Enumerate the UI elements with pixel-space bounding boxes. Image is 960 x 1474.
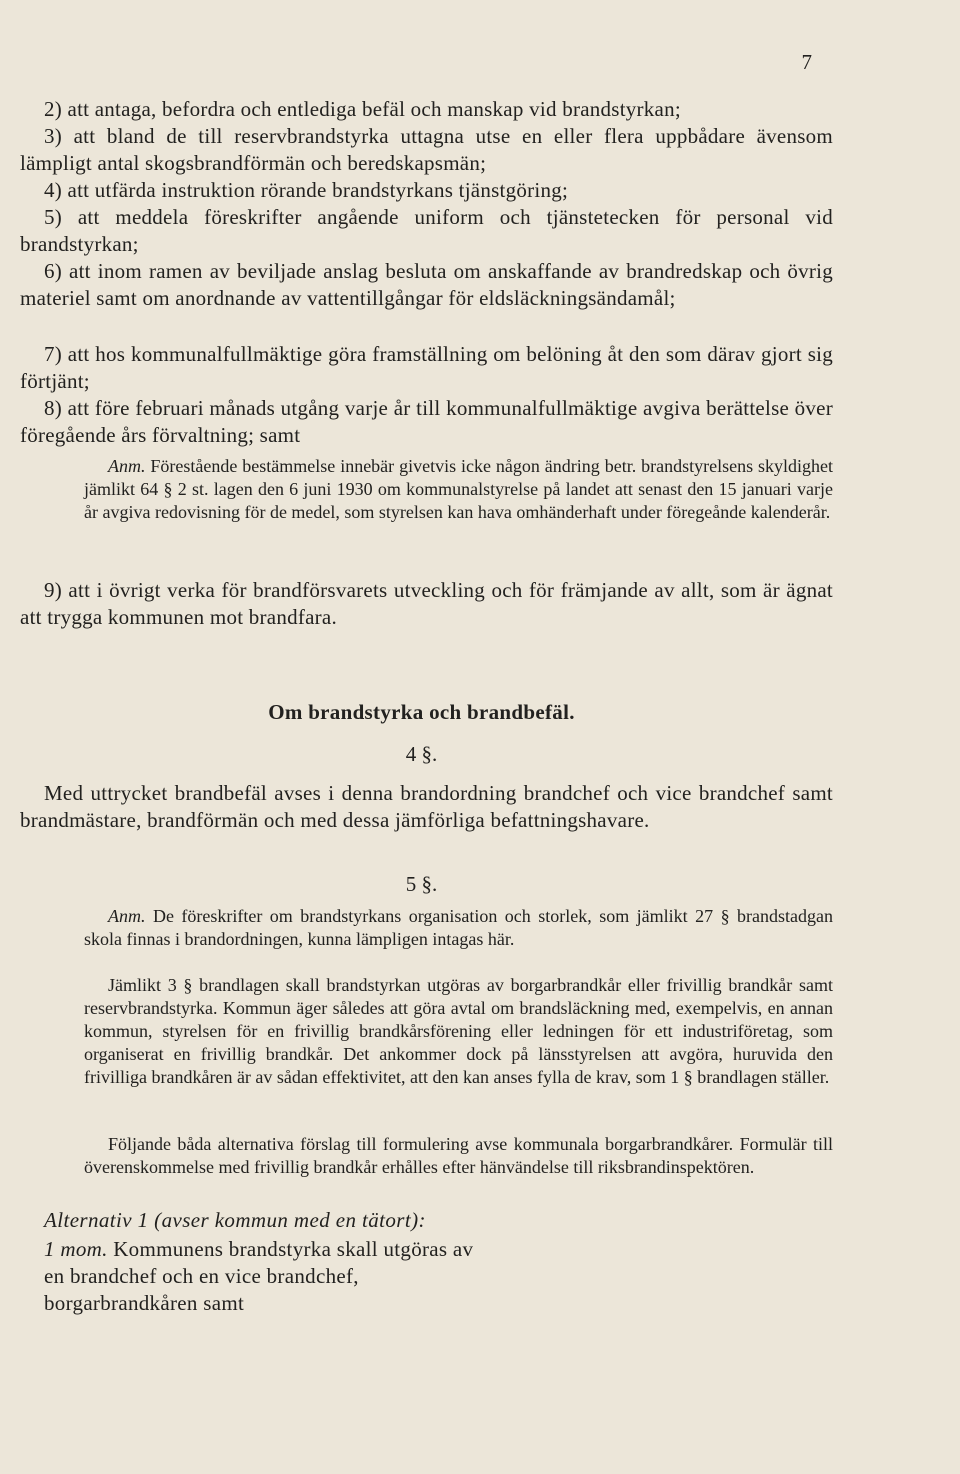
- clause-8: 8) att före februari månads utgång varje år till kommunalfullmäktige avgiva berättelse över föregående års förvaltning; samt: [20, 396, 833, 447]
- note-paragraph: Anm. Förestående bestämmelse innebär givetvis icke någon ändring betr. brandstyrelsens skyldighet jämlikt 64 § 2 st. lagen den 6 juni 1930 om kommunalstyrelse på landet att senast den 15 januari varje år avgiva redovisning för de medel, som styrelsen kan hava omhänderhaft under föregeånde kalenderår.: [84, 456, 833, 522]
- clause-7: 7) att hos kommunalfullmäktige göra framställning om belöning åt den som därav gjort sig förtjänt;: [20, 342, 833, 393]
- clause-5: 5) att meddela föreskrifter angående uniform och tjänstetecken för personal vid brandstyrkan;: [20, 205, 833, 256]
- paragraph-4-text: Med uttrycket brandbefäl avses i denna brandordning brandchef och vice brandchef samt brandmästare, brandförmän och med dessa jämförliga befattningshavare.: [20, 781, 833, 832]
- note-paragraph: Jämlikt 3 § brandlagen skall brandstyrkan utgöras av borgarbrandkår eller frivillig brandkår samt reservbrandstyrka. Kommun äger således att göra avtal om brandsläckning med, exempelvis, en annan kommun, styrelsen för en frivillig brandkårsförening eller ledningen för ett industriföretag, som organiserat en frivillig brandkår. Det ankommer dock på länsstyrelsen att avgöra, huruvida den frivilliga brandkåren är av sådan effektivitet, att den kan anses fylla de krav, som 1 § brandlagen ställer.: [84, 975, 833, 1087]
- page-number: 7: [801, 50, 812, 74]
- note-paragraph: Anm. De föreskrifter om brandstyrkans organisation och storlek, som jämlikt 27 § brandstadgan skola finnas i brandordningen, kunna lämpligen intagas här.: [84, 906, 833, 949]
- clause-4: 4) att utfärda instruktion rörande brandstyrkans tjänstgöring;: [44, 178, 569, 202]
- alternative-line: 1 mom. Kommunens brandstyrka skall utgöras av: [44, 1237, 474, 1261]
- alternative-line: en brandchef och en vice brandchef,: [44, 1264, 359, 1288]
- note-paragraph: Följande båda alternativa förslag till formulering avse kommunala borgarbrandkårer. Formulär till överenskommelse med frivillig brandkår erhålles efter hänvändelse till riksbrandinspektören.: [84, 1134, 833, 1177]
- clause-3: 3) att bland de till reservbrandstyrka uttagna utse en eller flera uppbådare ävensom lämpligt antal skogsbrandförmän och beredskapsmän;: [20, 124, 833, 175]
- paragraph-4-title: 4 §.: [405, 742, 438, 766]
- clause-2: 2) att antaga, befordra och entlediga befäl och manskap vid brandstyrkan;: [44, 97, 681, 121]
- alternative-heading: Alternativ 1 (avser kommun med en tätort):: [44, 1208, 426, 1232]
- alternative-line: borgarbrandkåren samt: [44, 1291, 245, 1315]
- clause-6: 6) att inom ramen av beviljade anslag besluta om anskaffande av brandredskap och övrig materiel samt om anordnande av vattentillgångar för eldsläckningsändamål;: [20, 259, 833, 310]
- paragraph-5-title: 5 §.: [405, 872, 438, 896]
- section-heading: Om brandstyrka och brandbefäl.: [268, 700, 575, 724]
- clause-9: 9) att i övrigt verka för brandförsvarets utveckling och för främjande av allt, som är ägnat att trygga kommunen mot brandfara.: [20, 578, 833, 629]
